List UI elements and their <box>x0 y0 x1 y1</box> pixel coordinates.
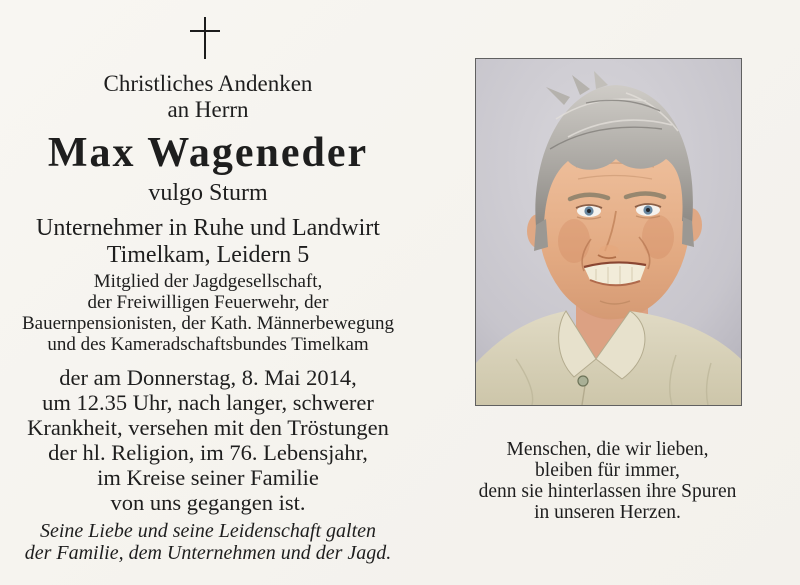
passing-line: der am Donnerstag, 8. Mai 2014, <box>59 365 357 390</box>
membership-line: und des Kameradschaftsbundes Timelkam <box>47 334 369 355</box>
occupation-line: Unternehmer in Ruhe und Landwirt <box>36 215 380 241</box>
membership-line: Mitglied der Jagdgesellschaft, <box>93 271 323 292</box>
portrait-photo <box>475 58 742 406</box>
passing-line: im Kreise seiner Familie <box>97 465 319 490</box>
quote-line: bleiben für immer, <box>535 460 680 481</box>
membership-line: der Freiwilligen Feuerwehr, der <box>87 292 329 313</box>
address-line: Timelkam, Leidern 5 <box>106 242 310 268</box>
deceased-name: Max Wageneder <box>47 130 369 176</box>
passing-line: um 12.35 Uhr, nach langer, schwerer <box>42 390 374 415</box>
occupation-address <box>8 215 408 269</box>
passing-line: Krankheit, versehen mit den Tröstungen <box>27 415 389 440</box>
passing-lines <box>8 365 408 515</box>
membership-line: Bauernpensionisten, der Kath. Männerbewegung <box>22 313 394 334</box>
intro-lines <box>8 71 408 123</box>
dedication-line: Seine Liebe und seine Leidenschaft galten <box>39 520 377 542</box>
quote-line: in unseren Herzen. <box>534 502 681 523</box>
quote-lines <box>445 439 770 523</box>
dedication-lines <box>8 520 408 564</box>
quote-line: Menschen, die wir lieben, <box>506 439 709 460</box>
membership-lines <box>8 271 408 355</box>
passing-line: der hl. Religion, im 76. Lebensjahr, <box>48 440 368 465</box>
dedication-line: der Familie, dem Unternehmen und der Jagd. <box>24 542 392 564</box>
portrait-illustration <box>476 59 741 405</box>
quote-line: denn sie hinterlassen ihre Spuren <box>478 481 737 502</box>
intro-line: an Herrn <box>167 97 249 122</box>
intro-line: Christliches Andenken <box>103 71 313 96</box>
cross-icon <box>190 17 220 59</box>
vulgo-name: vulgo Sturm <box>148 180 268 206</box>
passing-line: von uns gegangen ist. <box>110 490 306 515</box>
